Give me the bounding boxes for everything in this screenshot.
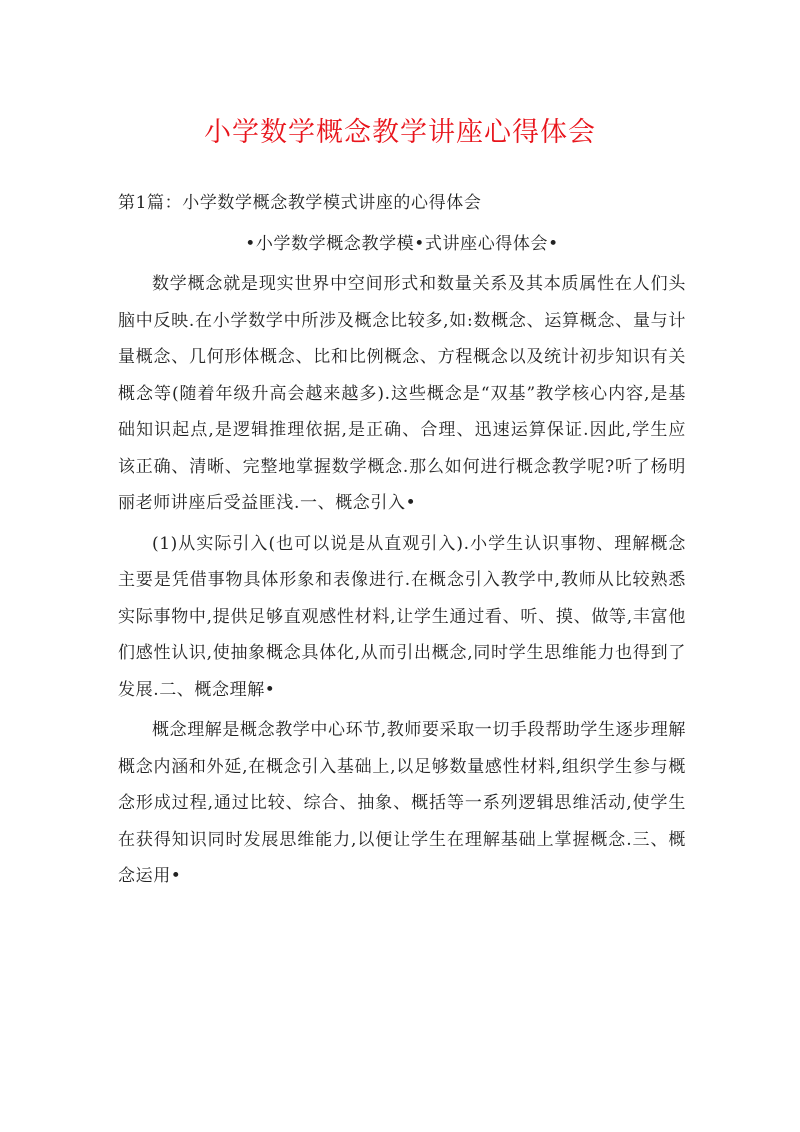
paragraph-practical-intro: (1)从实际引入(也可以说是从直观引入).小学生认识事物、理解概念主要是凭借事物具体形象和表像进行.在概念引入教学中,教师从比较熟悉实际事物中,提供足够直观感性材料,让学生通过看、听、摸、做等,丰富他们感性认识,使抽象概念具体化,从而引出概念,同时学生思维能力也得到了发展.二、概念理解• [118,533,686,700]
document-subtitle: 第1篇：小学数学概念教学模式讲座的心得体会 [118,193,482,213]
document-body [118,185,686,895]
section-heading: •小学数学概念教学模•式讲座心得体会• [245,233,559,254]
paragraph-concept-understanding: 概念理解是概念教学中心环节,教师要采取一切手段帮助学生逐步理解概念内涵和外延,在概念引入基础上,以足够数量感性材料,组织学生参与概念形成过程,通过比较、综合、抽象、概括等一系列逻辑思维活动,使学生在获得知识同时发展思维能力,以便让学生在理解基础上掌握概念.三、概念运用• [118,720,687,886]
page-title: 小学数学概念教学讲座心得体会 [204,117,596,148]
paragraph-concept-intro: 数学概念就是现实世界中空间形式和数量关系及其本质属性在人们头脑中反映.在小学数学中所涉及概念比较多,如:数概念、运算概念、量与计量概念、几何形体概念、比和比例概念、方程概念以及统计初步知识有关概念等(随着年级升高会越来越多).这些概念是“双基”教学核心内容,是基础知识起点,是逻辑推理依据,是正确、合理、迅速运算保证.因此,学生应该正确、清晰、完整地掌握数学概念.那么如何进行概念教学呢?听了杨明丽老师讲座后受益匪浅.一、概念引入• [118,274,686,513]
